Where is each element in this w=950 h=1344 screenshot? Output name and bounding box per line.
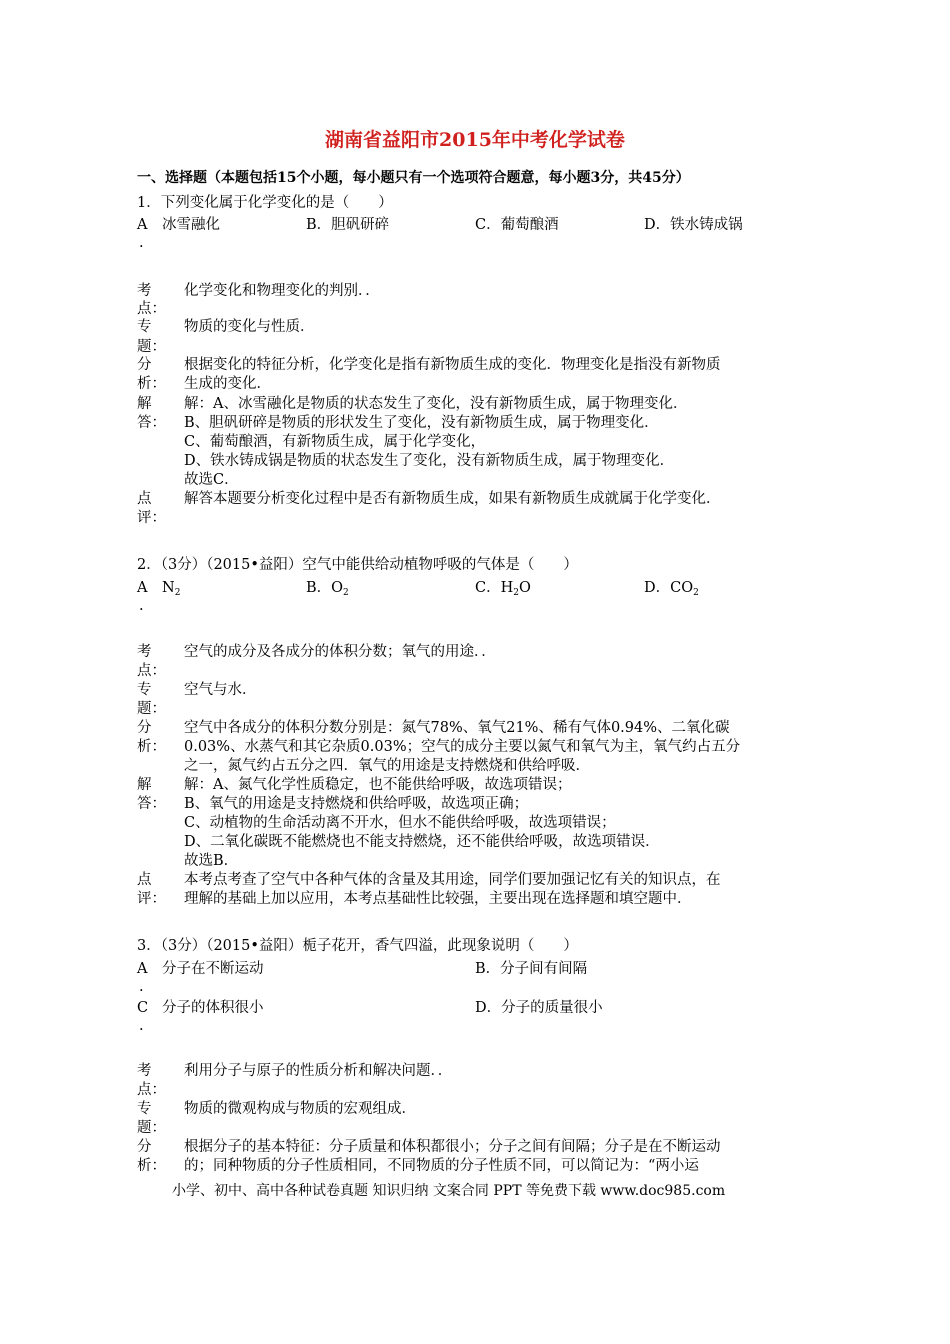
q3-kaodian: 利用分子与原子的性质分析和解决问题．． <box>184 1063 453 1079</box>
section-heading: 一、选择题（本题包括15个小题，每小题只有一个选项符合题意，每小题3分，共45分） <box>137 170 690 186</box>
q1-option-c: C．葡萄酿酒 <box>475 217 559 233</box>
q3-kaodian-label2: 点： <box>137 1082 166 1098</box>
q1-jieda-line: B、胆矾研碎是物质的形状发生了变化，没有新物质生成，属于物理变化． <box>184 415 659 431</box>
q2-jieda-line: 解：A、氮气化学性质稳定，也不能供给呼吸，故选项错误； <box>184 777 572 793</box>
q2-fenxi-line: 0.03%、水蒸气和其它杂质0.03%；空气的成分主要以氮气和氧气为主，氧气约占五分 <box>184 739 741 755</box>
q1-dianping-label2: 评： <box>137 510 166 526</box>
q3-option-d: D．分子的质量很小 <box>475 1000 603 1016</box>
q2-dianping-line: 本考点考查了空气中各种气体的含量及其用途，同学们要加强记忆有关的知识点，在 <box>184 872 721 888</box>
q2-jieda-line: B、氧气的用途是支持燃烧和供给呼吸，故选项正确； <box>184 796 529 812</box>
q1-jieda-line: 解：A、冰雪融化是物质的状态发生了变化，没有新物质生成，属于物理变化． <box>184 396 688 412</box>
q2-zhuanti: 空气与水． <box>184 682 257 698</box>
q2-dianping-label: 点 <box>137 872 152 888</box>
q2-jieda-label2: 答： <box>137 796 166 812</box>
q1-fenxi-label: 分 <box>137 357 152 373</box>
q2-option-d: D．$CO_2$ <box>644 580 699 598</box>
q3-kaodian-label: 考 <box>137 1063 152 1079</box>
q3-option-c-letter: C <box>137 1000 149 1016</box>
q2-option-a-dot: . <box>139 598 144 614</box>
q2-kaodian-label2: 点： <box>137 663 166 679</box>
q1-jieda-label2: 答： <box>137 415 166 431</box>
q2-stem: 2．（3分）（2015•益阳）空气中能供给动植物呼吸的气体是（ ） <box>137 557 578 573</box>
q3-option-a-dot: . <box>139 979 144 995</box>
q3-fenxi-line: 根据分子的基本特征：分子质量和体积都很小；分子之间有间隔；分子是在不断运动 <box>184 1139 721 1155</box>
q2-option-a: $N_2$ <box>162 580 181 598</box>
q2-kaodian: 空气的成分及各成分的体积分数；氧气的用途．． <box>184 644 496 660</box>
q2-fenxi-label2: 析： <box>137 739 166 755</box>
q1-zhuanti-label: 专 <box>137 319 152 335</box>
q1-option-d: D．铁水铸成锅 <box>644 217 743 233</box>
page-title: 湖南省益阳市2015年中考化学试卷 <box>325 129 625 151</box>
page-footer: 小学、初中、高中各种试卷真题 知识归纳 文案合同 PPT 等免费下载 www.doc985.com <box>172 1183 726 1199</box>
q3-option-c-dot: . <box>139 1018 144 1034</box>
q3-fenxi-label2: 析： <box>137 1158 166 1174</box>
q2-fenxi-label: 分 <box>137 720 152 736</box>
q1-jieda-line: D、铁水铸成锅是物质的状态发生了变化，没有新物质生成，属于物理变化． <box>184 453 675 469</box>
q1-zhuanti-label2: 题： <box>137 339 166 355</box>
q3-fenxi-label: 分 <box>137 1139 152 1155</box>
q1-jieda-line: C、葡萄酿酒，有新物质生成，属于化学变化， <box>184 434 486 450</box>
q1-jieda-label: 解 <box>137 396 152 412</box>
q3-option-b: B．分子间有间隔 <box>475 961 588 977</box>
q1-option-a: 冰雪融化 <box>162 217 220 233</box>
q2-dianping-label2: 评： <box>137 891 166 907</box>
q1-kaodian-label: 考 <box>137 283 152 299</box>
q2-fenxi-line: 空气中各成分的体积分数分别是：氮气78%、氧气21%、稀有气体0.94%、二氧化碳 <box>184 720 730 736</box>
q2-jieda-line: C、动植物的生命活动离不开水，但水不能供给呼吸，故选项错误； <box>184 815 616 831</box>
q1-zhuanti: 物质的变化与性质． <box>184 319 315 335</box>
q1-dianping-label: 点 <box>137 491 152 507</box>
q2-option-b: B．$O_2$ <box>306 580 349 598</box>
q2-jieda-line: D、二氧化碳既不能燃烧也不能支持燃烧，还不能供给呼吸，故选项错误． <box>184 834 660 850</box>
q2-option-c: C．$H_2O$ <box>475 580 531 598</box>
q3-option-a-letter: A <box>137 961 148 977</box>
q2-zhuanti-label: 专 <box>137 682 152 698</box>
q1-kaodian-label2: 点： <box>137 301 166 317</box>
q2-fenxi-line: 之一，氮气约占五分之四．氧气的用途是支持燃烧和供给呼吸． <box>184 758 590 774</box>
q2-dianping-line: 理解的基础上加以应用，本考点基础性比较强，主要出现在选择题和填空题中． <box>184 891 692 907</box>
q2-option-a-letter: A <box>137 580 148 596</box>
q1-jieda-line: 故选C． <box>184 472 239 488</box>
q1-fenxi-line: 根据变化的特征分析，化学变化是指有新物质生成的变化．物理变化是指没有新物质 <box>184 357 721 373</box>
q3-zhuanti-label2: 题： <box>137 1120 166 1136</box>
q1-kaodian: 化学变化和物理变化的判别．． <box>184 283 380 299</box>
q3-option-a: 分子在不断运动 <box>162 961 264 977</box>
q3-fenxi-line: 的；同种物质的分子性质相同，不同物质的分子性质不同，可以简记为：“两小运 <box>184 1158 699 1174</box>
q3-stem: 3．（3分）（2015•益阳）栀子花开，香气四溢，此现象说明（ ） <box>137 938 578 954</box>
q2-kaodian-label: 考 <box>137 644 152 660</box>
q3-zhuanti: 物质的微观构成与物质的宏观组成． <box>184 1101 416 1117</box>
q2-jieda-label: 解 <box>137 777 152 793</box>
q1-option-a-dot: . <box>139 235 144 251</box>
q1-stem: 1．下列变化属于化学变化的是（ ） <box>137 195 393 211</box>
q2-zhuanti-label2: 题： <box>137 701 166 717</box>
q1-option-a-letter: A <box>137 217 148 233</box>
q1-fenxi-line: 生成的变化． <box>184 376 271 392</box>
q3-zhuanti-label: 专 <box>137 1101 152 1117</box>
q2-jieda-line: 故选B． <box>184 853 239 869</box>
q1-option-b: B．胆矾研碎 <box>306 217 390 233</box>
q1-fenxi-label2: 析： <box>137 376 166 392</box>
q1-dianping: 解答本题要分析变化过程中是否有新物质生成，如果有新物质生成就属于化学变化． <box>184 491 721 507</box>
q3-option-c: 分子的体积很小 <box>162 1000 264 1016</box>
